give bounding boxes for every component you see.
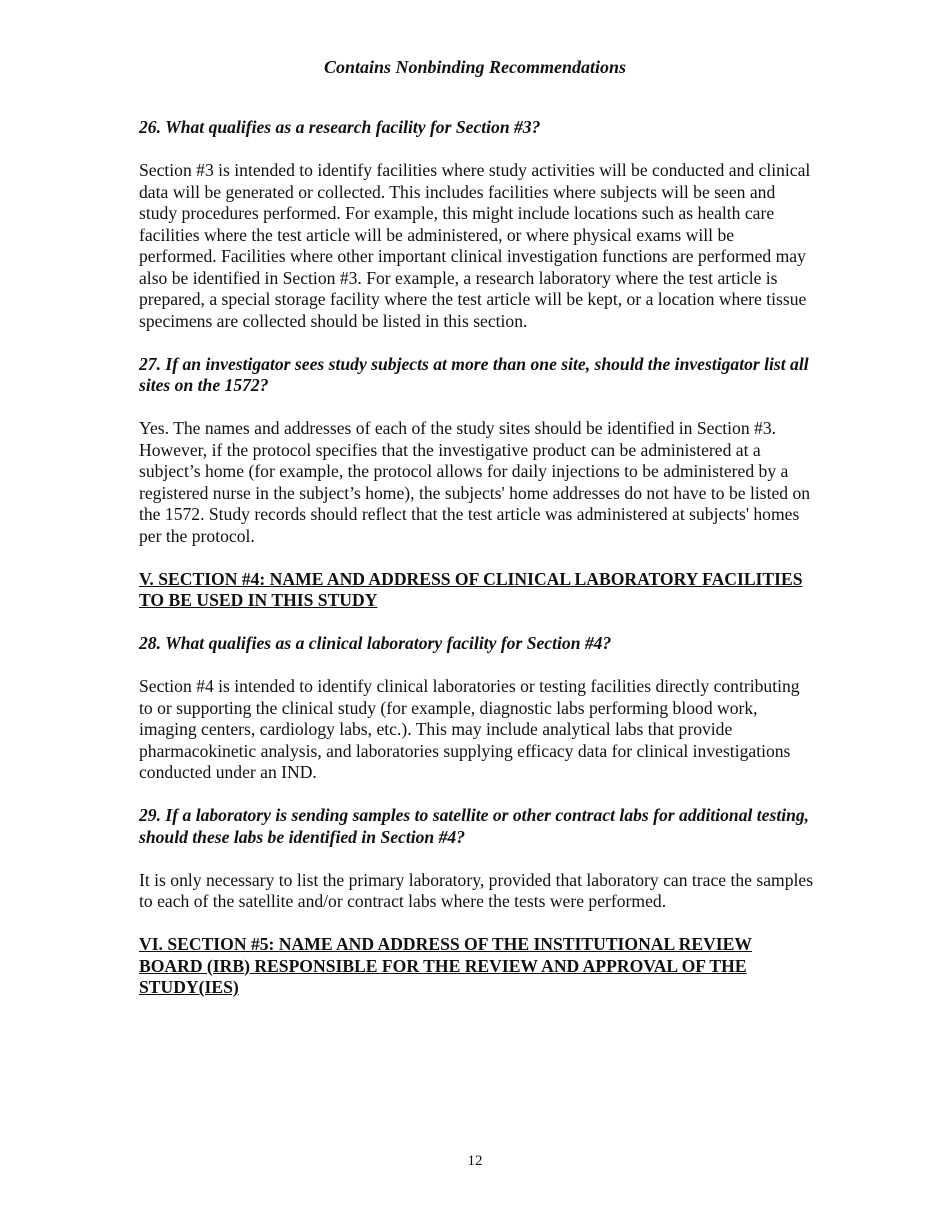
section-vi-heading: VI. SECTION #5: NAME AND ADDRESS OF THE INSTITUTIONAL REVIEW BOARD (IRB) RESPONSIBLE FOR THE REVIEW AND APPROVAL OF THE STUDY(IES) <box>139 934 752 997</box>
question-28: 28. What qualifies as a clinical laboratory facility for Section #4? <box>139 633 612 653</box>
page-number: 12 <box>467 1153 483 1169</box>
question-29: 29. If a laboratory is sending samples to satellite or other contract labs for additional testing, should these labs be identified in Section #4? <box>139 805 810 847</box>
section-v-heading: V. SECTION #4: NAME AND ADDRESS OF CLINICAL LABORATORY FACILITIES TO BE USED IN THIS STUDY <box>139 568 803 610</box>
answer-29: It is only necessary to list the primary laboratory, provided that laboratory can trace the samples to each of the satellite and/or contract labs where the tests were performed. <box>139 869 814 911</box>
answer-28: Section #4 is intended to identify clinical laboratories or testing facilities directly contributing to or supporting the clinical study (for example, diagnostic labs performing blood work, imaging centers, cardiology labs, etc.). This may include analytical labs that provide pharmacokinetic analysis, and laboratories supplying efficacy data for clinical investigations conducted under an IND. <box>139 676 800 782</box>
answer-27: Yes. The names and addresses of each of the study sites should be identified in Section #3. However, if the protocol specifies that the investigative product can be administered at a subject’s home (for example, the protocol allows for daily injections to be administered by a registered nurse in the subject’s home), the subjects' home addresses do not have to be listed on the 1572. Study records should reflect that the test article was administered at subjects' homes per the protocol. <box>139 418 811 546</box>
answer-26: Section #3 is intended to identify facilities where study activities will be conducted and clinical data will be generated or collected. This includes facilities where subjects will be seen and study procedures performed. For example, this might include locations such as health care facilities where the test article will be administered, or where physical exams will be performed. Facilities where other important clinical investigation functions are performed may also be identified in Section #3. For example, a research laboratory where the test article is prepared, a special storage facility where the test article will be kept, or a location where tissue specimens are collected should be listed in this section. <box>139 160 811 331</box>
question-27: 27. If an investigator sees study subjects at more than one site, should the investigator list all sites on the 1572? <box>139 353 809 395</box>
page-header: Contains Nonbinding Recommendations <box>323 57 627 77</box>
document-body <box>139 117 814 1020</box>
question-26: 26. What qualifies as a research facility for Section #3? <box>139 117 541 137</box>
